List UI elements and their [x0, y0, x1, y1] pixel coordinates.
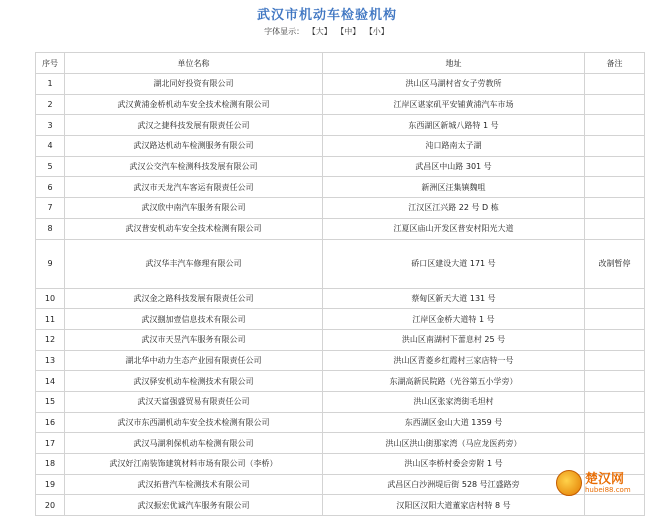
cell-note: [585, 74, 645, 95]
cell-address: 洪山区青菱乡红霞村三家店特一号: [323, 350, 585, 371]
cell-note: [585, 177, 645, 198]
cell-address: 新洲区汪集镇魏咀: [323, 177, 585, 198]
site-watermark: [556, 470, 648, 496]
cell-name: 武汉华丰汽车修理有限公司: [65, 239, 323, 288]
table-row: [36, 115, 645, 136]
cell-note: [585, 495, 645, 516]
cell-name: 武汉拓普汽车检测技术有限公司: [65, 474, 323, 495]
font-size-selector: [0, 26, 654, 37]
page-title: 武汉市机动车检验机构: [256, 8, 397, 23]
cell-note: [585, 136, 645, 157]
table-row: [36, 74, 645, 95]
cell-name: 武汉欣中南汽车服务有限公司: [65, 198, 323, 219]
cell-name: 武汉普安机动车安全技术检测有限公司: [65, 218, 323, 239]
table-header-row: [36, 53, 645, 74]
cell-name: 湖北同好投资有限公司: [65, 74, 323, 95]
cell-no: 20: [36, 495, 65, 516]
table-row: [36, 288, 645, 309]
cell-name: 武汉之捷科技发展有限责任公司: [65, 115, 323, 136]
cell-no: 13: [36, 350, 65, 371]
header-name: 单位名称: [65, 53, 323, 74]
table-row: [36, 218, 645, 239]
table-row: [36, 454, 645, 475]
table-row: [36, 495, 645, 516]
cell-no: 5: [36, 156, 65, 177]
cell-name: 武汉马湖利保机动车检测有限公司: [65, 433, 323, 454]
table-row: [36, 136, 645, 157]
cell-no: 12: [36, 329, 65, 350]
cell-address: 洪山区洪山街那家湾（马应龙医药旁）: [323, 433, 585, 454]
cell-no: 19: [36, 474, 65, 495]
cell-no: 15: [36, 391, 65, 412]
cell-name: 武汉驿安机动车检测技术有限公司: [65, 371, 323, 392]
cell-note: [585, 329, 645, 350]
cell-no: 10: [36, 288, 65, 309]
cell-no: 18: [36, 454, 65, 475]
cell-address: 武昌区白沙洲堤后街 528 号江盛路旁: [323, 474, 585, 495]
cell-address: 江汉区江兴路 22 号 D 栋: [323, 198, 585, 219]
cell-note: [585, 371, 645, 392]
table-row: [36, 198, 645, 219]
cell-note: [585, 115, 645, 136]
cell-no: 11: [36, 309, 65, 330]
cell-name: 武汉公交汽车检测科技发展有限公司: [65, 156, 323, 177]
table-row: [36, 350, 645, 371]
cell-no: 1: [36, 74, 65, 95]
cell-address: 洪山区李桥村委会旁附 1 号: [323, 454, 585, 475]
cell-address: 汉阳区汉阳大道董家店村特 8 号: [323, 495, 585, 516]
cell-address: 东西湖区新城八路特 1 号: [323, 115, 585, 136]
cell-address: 洪山区南湖村下蕾息村 25 号: [323, 329, 585, 350]
cell-name: 武汉黄浦金桥机动车安全技术检测有限公司: [65, 94, 323, 115]
cell-no: 14: [36, 371, 65, 392]
header-note: 备注: [585, 53, 645, 74]
cell-no: 6: [36, 177, 65, 198]
cell-no: 3: [36, 115, 65, 136]
cell-no: 16: [36, 412, 65, 433]
cell-address: 江岸区金桥大道特 1 号: [323, 309, 585, 330]
cell-name: 湖北华中动力生态产业园有限责任公司: [65, 350, 323, 371]
header-no: 序号: [36, 53, 65, 74]
font-size-large-link[interactable]: 【大】: [307, 27, 332, 36]
cell-name: 武汉市天昱汽车服务有限公司: [65, 329, 323, 350]
cell-address: 硚口区建设大道 171 号: [323, 239, 585, 288]
cell-name: 武汉捌加壹信息技术有限公司: [65, 309, 323, 330]
inspection-agency-table: [35, 52, 645, 516]
table-row: [36, 156, 645, 177]
cell-note: [585, 391, 645, 412]
table-row: [36, 239, 645, 288]
table-row: [36, 329, 645, 350]
font-size-label: 字体显示：: [264, 27, 305, 36]
cell-address: 蔡甸区新天大道 131 号: [323, 288, 585, 309]
cell-no: 7: [36, 198, 65, 219]
cell-address: 沌口路南太子湖: [323, 136, 585, 157]
cell-name: 武汉市东西湖机动车安全技术检测有限公司: [65, 412, 323, 433]
table-row: [36, 177, 645, 198]
cell-address: 洪山区张家湾街毛坦村: [323, 391, 585, 412]
cell-note: [585, 218, 645, 239]
cell-name: 武汉振宏优诚汽车服务有限公司: [65, 495, 323, 516]
cell-name: 武汉路达机动车检测服务有限公司: [65, 136, 323, 157]
cell-name: 武汉金之路科技发展有限责任公司: [65, 288, 323, 309]
watermark-name: 楚汉网: [585, 471, 625, 487]
cell-address: 武昌区中山路 301 号: [323, 156, 585, 177]
table-row: [36, 474, 645, 495]
cell-no: 4: [36, 136, 65, 157]
table-row: [36, 309, 645, 330]
cell-no: 9: [36, 239, 65, 288]
font-size-small-link[interactable]: 【小】: [364, 27, 389, 36]
table-row: [36, 94, 645, 115]
cell-name: 武汉天富强盛贸易有限责任公司: [65, 391, 323, 412]
cell-note: [585, 412, 645, 433]
cell-note: [585, 156, 645, 177]
cell-note: [585, 309, 645, 330]
cell-no: 8: [36, 218, 65, 239]
cell-note: [585, 288, 645, 309]
table-row: [36, 371, 645, 392]
cell-name: 武汉好江南装饰建筑材料市场有限公司（李桥）: [65, 454, 323, 475]
cell-note: 改制暂停: [585, 239, 645, 288]
cell-address: 洪山区马湖村省女子劳教所: [323, 74, 585, 95]
cell-note: [585, 198, 645, 219]
cell-note: [585, 433, 645, 454]
cell-no: 2: [36, 94, 65, 115]
table-row: [36, 391, 645, 412]
cell-no: 17: [36, 433, 65, 454]
cell-address: 东西湖区金山大道 1359 号: [323, 412, 585, 433]
table-row: [36, 412, 645, 433]
cell-note: [585, 350, 645, 371]
cell-note: [585, 94, 645, 115]
cell-address: 东湖高新民院路（光谷第五小学旁）: [323, 371, 585, 392]
watermark-url: hubei88.com: [585, 485, 631, 494]
header-address: 地址: [323, 53, 585, 74]
table-body: [36, 74, 645, 516]
font-size-medium-link[interactable]: 【中】: [336, 27, 361, 36]
cell-name: 武汉市天龙汽车客运有限责任公司: [65, 177, 323, 198]
cell-address: 江岸区谌家矶平安铺黄浦汽车市场: [323, 94, 585, 115]
cell-address: 江夏区庙山开发区普安村阳光大道: [323, 218, 585, 239]
site-logo-icon: [556, 470, 582, 496]
table-row: [36, 433, 645, 454]
